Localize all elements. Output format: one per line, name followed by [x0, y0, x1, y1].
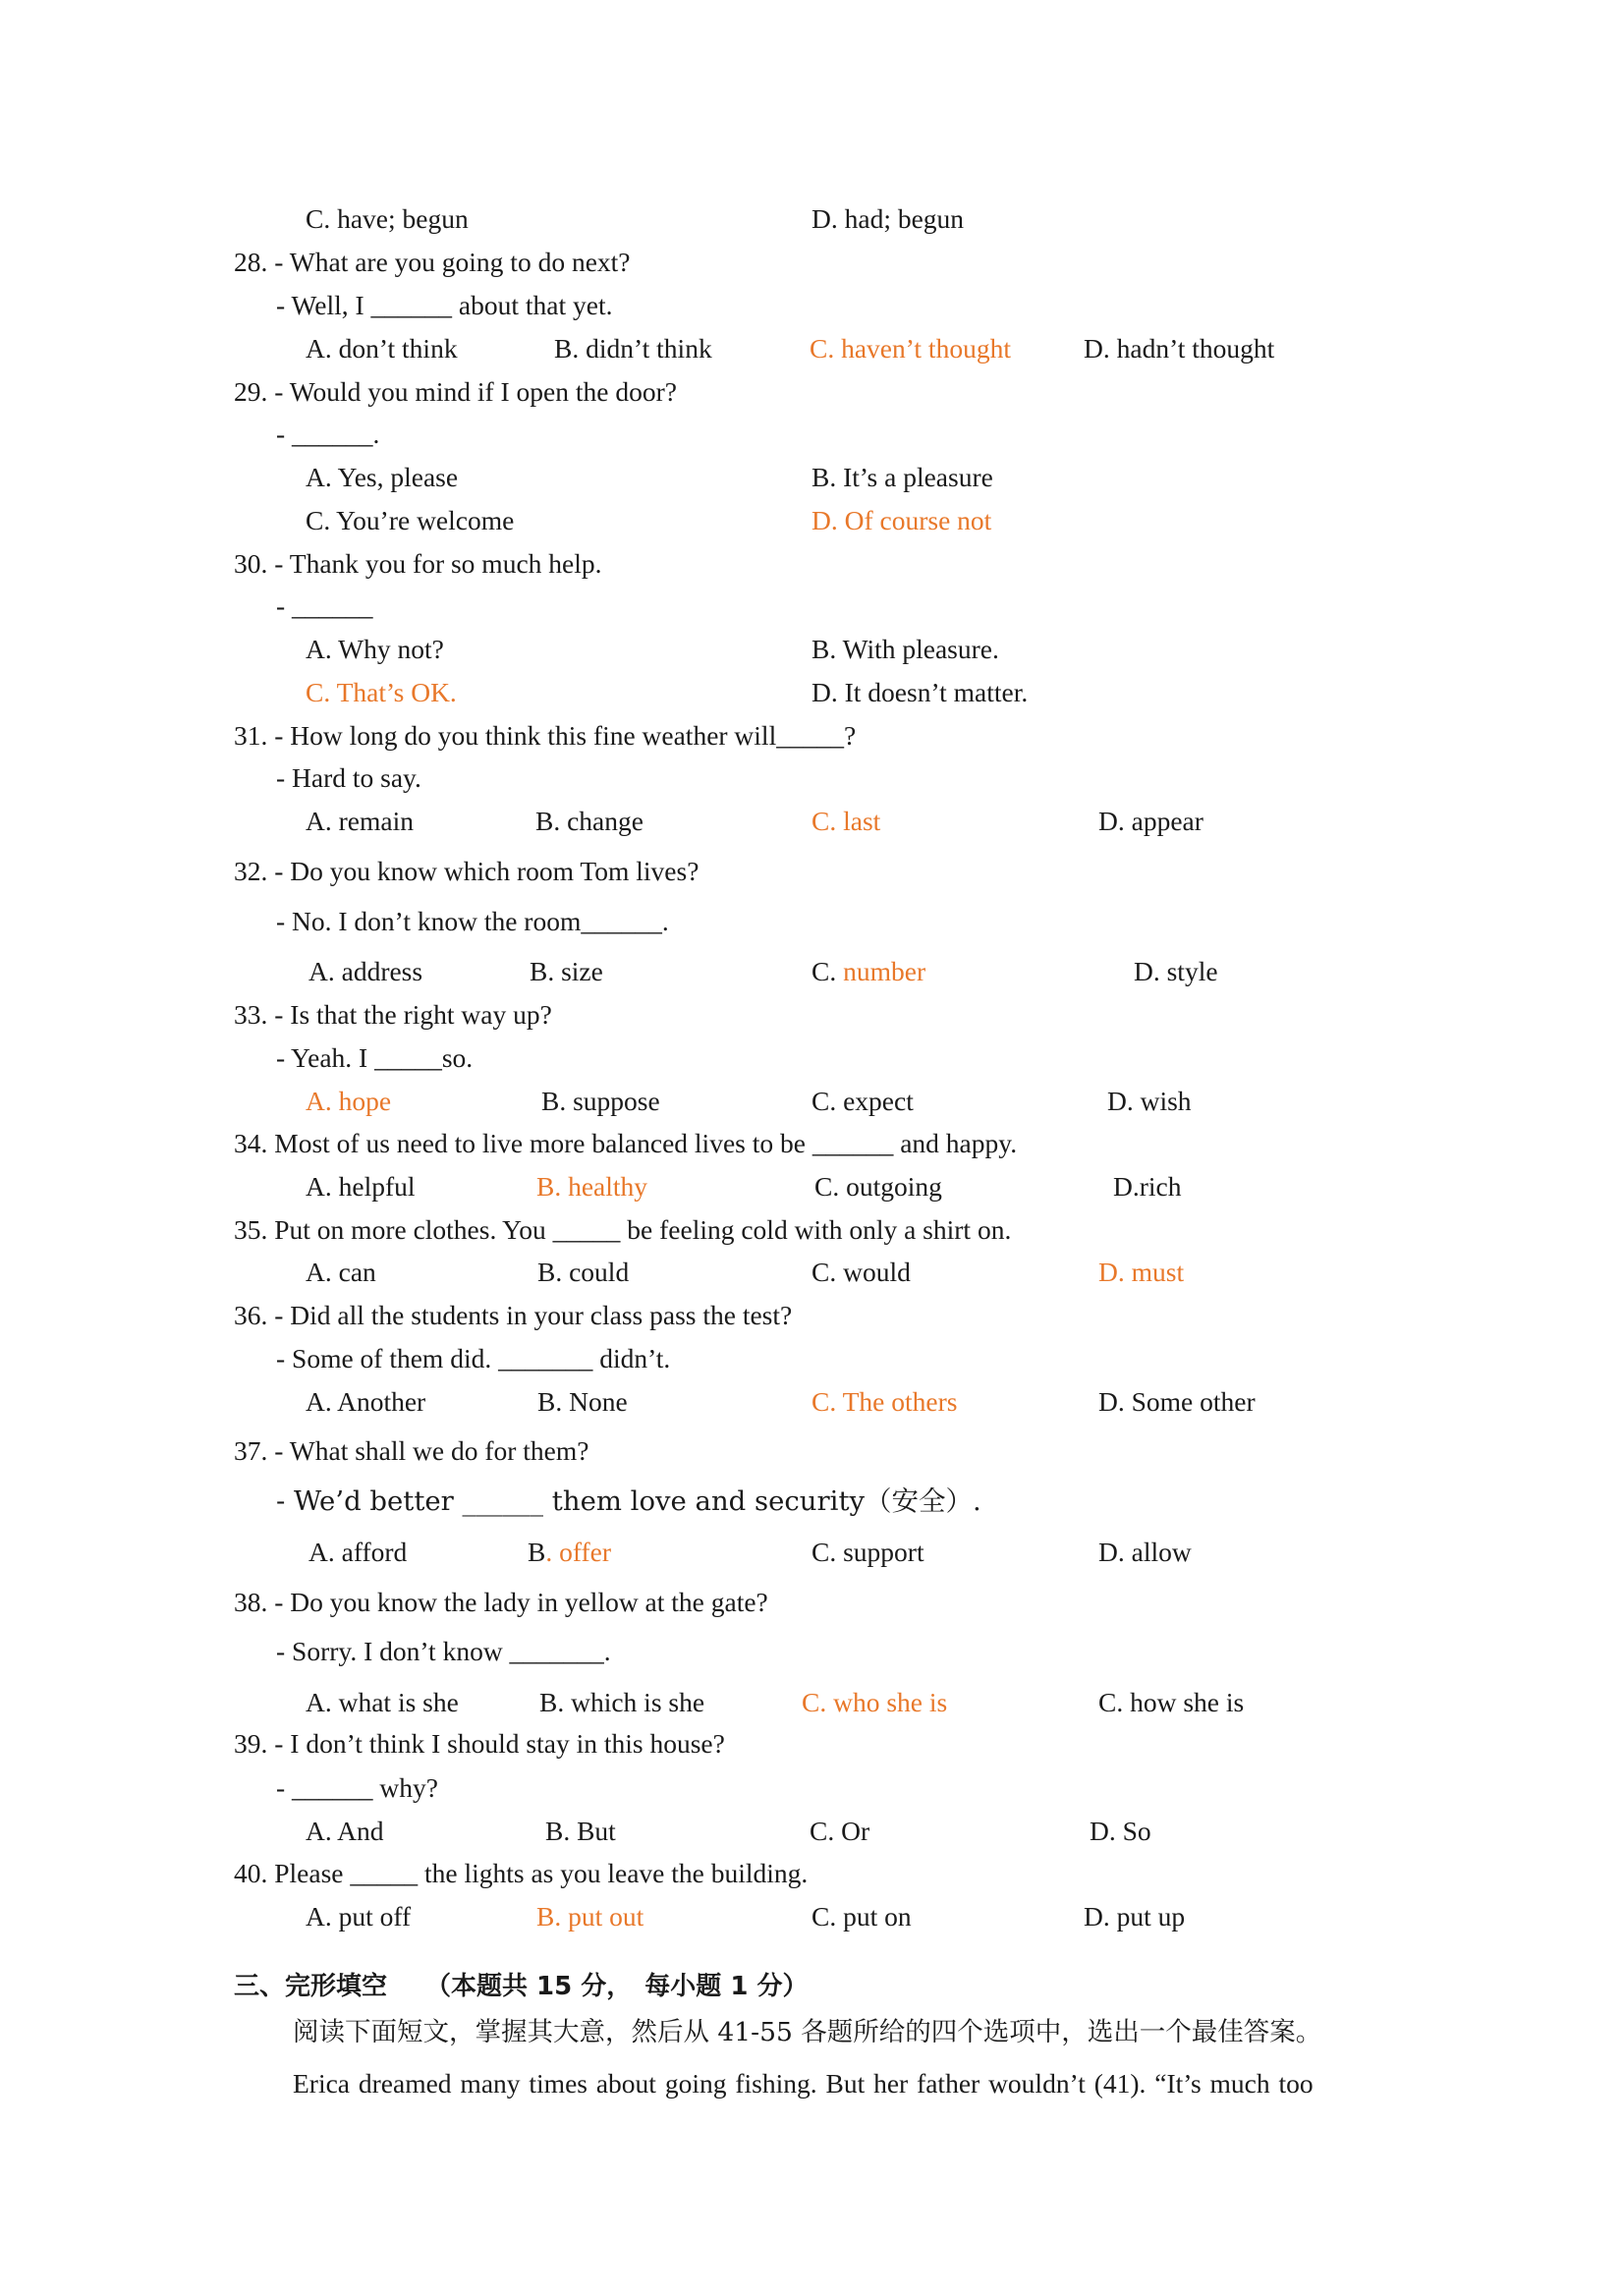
- question-30: 30. - Thank you for so much help.: [234, 548, 602, 579]
- option-a-q37: A. afford: [308, 1537, 408, 1567]
- answer-line-q38: - Sorry. I don’t know _______.: [276, 1636, 611, 1666]
- passage-first-line: Erica dreamed many times about going fishing. But her father wouldn’t (41). “It’s much too: [293, 2068, 1314, 2099]
- option-d-q32: D. style: [1134, 956, 1218, 986]
- option-b-q32: B. size: [530, 956, 603, 986]
- answer-line-q39: - ______ why?: [276, 1772, 438, 1803]
- answer-line-q31: - Hard to say.: [276, 762, 421, 793]
- question-37: 37. - What shall we do for them?: [234, 1435, 589, 1466]
- option-c-q38-correct: C. who she is: [802, 1687, 948, 1717]
- option-b-q31: B. change: [535, 806, 644, 836]
- section-instructions: 阅读下面短文，掌握其大意，然后从 41-55 各题所给的四个选项中，选出一个最佳答案。: [293, 2017, 1322, 2047]
- answer-line-q37: - We’d better ______ them love and security（安全）.: [276, 1485, 981, 1517]
- question-40: 40. Please _____ the lights as you leave the building.: [234, 1858, 809, 1888]
- option-b-q34-correct: B. healthy: [536, 1171, 648, 1202]
- option-c-q28-correct: C. haven’t thought: [810, 333, 1011, 364]
- option-b-q36: B. None: [537, 1386, 628, 1417]
- option-d-q35-correct: D. must: [1098, 1257, 1185, 1287]
- option-a-q33-correct: A. hope: [306, 1086, 392, 1116]
- option-b-q37-letter: B: [528, 1537, 546, 1567]
- option-c-q29: C. You’re welcome: [306, 505, 515, 535]
- option-d-q40: D. put up: [1084, 1901, 1186, 1932]
- option-c-q27: C. have; begun: [306, 203, 469, 234]
- option-d-q39: D. So: [1090, 1816, 1151, 1846]
- option-b-q30: B. With pleasure.: [812, 634, 999, 664]
- option-a-q38: A. what is she: [306, 1687, 459, 1717]
- option-b-q40-correct: B. put out: [536, 1901, 644, 1932]
- option-d-q33: D. wish: [1107, 1086, 1192, 1116]
- option-a-q28: A. don’t think: [306, 333, 458, 364]
- option-c-q37: C. support: [812, 1537, 924, 1567]
- question-39: 39. - I don’t think I should stay in this house?: [234, 1728, 725, 1759]
- section-heading-cloze: 三、完形填空 （本题共 15 分， 每小题 1 分）: [234, 1972, 809, 2001]
- option-d-q31: D. appear: [1098, 806, 1203, 836]
- option-c-q39: C. Or: [810, 1816, 870, 1846]
- option-a-q31: A. remain: [306, 806, 414, 836]
- option-d-q27: D. had; begun: [812, 203, 965, 234]
- option-c-q30-correct: C. That’s OK.: [306, 677, 457, 707]
- option-c-q33: C. expect: [812, 1086, 914, 1116]
- answer-line-q33: - Yeah. I _____so.: [276, 1042, 474, 1073]
- question-31: 31. - How long do you think this fine weather will_____?: [234, 720, 857, 751]
- option-c-q32-correct-text: number: [843, 956, 926, 986]
- option-b-q37: [528, 1539, 611, 1566]
- option-c-q32-letter: C.: [812, 956, 844, 986]
- option-a-q39: A. And: [306, 1816, 384, 1846]
- option-d-q29-correct: D. Of course not: [812, 505, 992, 535]
- option-c-q36-correct: C. The others: [812, 1386, 958, 1417]
- option-b-q33: B. suppose: [541, 1086, 660, 1116]
- option-d-q36: D. Some other: [1098, 1386, 1256, 1417]
- answer-line-q28: - Well, I ______ about that yet.: [276, 290, 613, 320]
- option-a-q32: A. address: [308, 956, 423, 986]
- answer-line-q36: - Some of them did. _______ didn’t.: [276, 1343, 671, 1373]
- question-38: 38. - Do you know the lady in yellow at the gate?: [234, 1587, 768, 1617]
- question-28: 28. - What are you going to do next?: [234, 247, 631, 277]
- option-c-q34: C. outgoing: [814, 1171, 942, 1202]
- option-b-q29: B. It’s a pleasure: [812, 462, 993, 492]
- option-d-q38: C. how she is: [1098, 1687, 1245, 1717]
- question-35: 35. Put on more clothes. You _____ be feeling cold with only a shirt on.: [234, 1214, 1012, 1245]
- option-b-q39: B. But: [545, 1816, 616, 1846]
- option-d-q28: D. hadn’t thought: [1084, 333, 1275, 364]
- option-d-q30: D. It doesn’t matter.: [812, 677, 1029, 707]
- option-a-q29: A. Yes, please: [306, 462, 459, 492]
- option-d-q37: D. allow: [1098, 1537, 1192, 1567]
- answer-line-q30: - ______: [276, 590, 373, 621]
- option-c-q35: C. would: [812, 1257, 911, 1287]
- option-b-q37-correct-text: . offer: [545, 1537, 612, 1567]
- option-a-q35: A. can: [306, 1257, 376, 1287]
- answer-line-q29: - ______.: [276, 419, 380, 449]
- option-a-q30: A. Why not?: [306, 634, 444, 664]
- option-b-q28: B. didn’t think: [554, 333, 712, 364]
- option-c-q32: [812, 958, 925, 985]
- question-34: 34. Most of us need to live more balanced lives to be ______ and happy.: [234, 1128, 1018, 1158]
- option-c-q40: C. put on: [812, 1901, 912, 1932]
- option-c-q31-correct: C. last: [812, 806, 881, 836]
- option-a-q36: A. Another: [306, 1386, 426, 1417]
- option-b-q35: B. could: [537, 1257, 630, 1287]
- option-b-q38: B. which is she: [539, 1687, 705, 1717]
- question-32: 32. - Do you know which room Tom lives?: [234, 856, 700, 886]
- option-a-q40: A. put off: [306, 1901, 412, 1932]
- option-a-q34: A. helpful: [306, 1171, 416, 1202]
- question-36: 36. - Did all the students in your class pass the test?: [234, 1300, 793, 1330]
- question-33: 33. - Is that the right way up?: [234, 999, 552, 1030]
- answer-line-q32: - No. I don’t know the room______.: [276, 906, 669, 936]
- question-29: 29. - Would you mind if I open the door?: [234, 376, 677, 407]
- option-d-q34: D.rich: [1113, 1171, 1182, 1202]
